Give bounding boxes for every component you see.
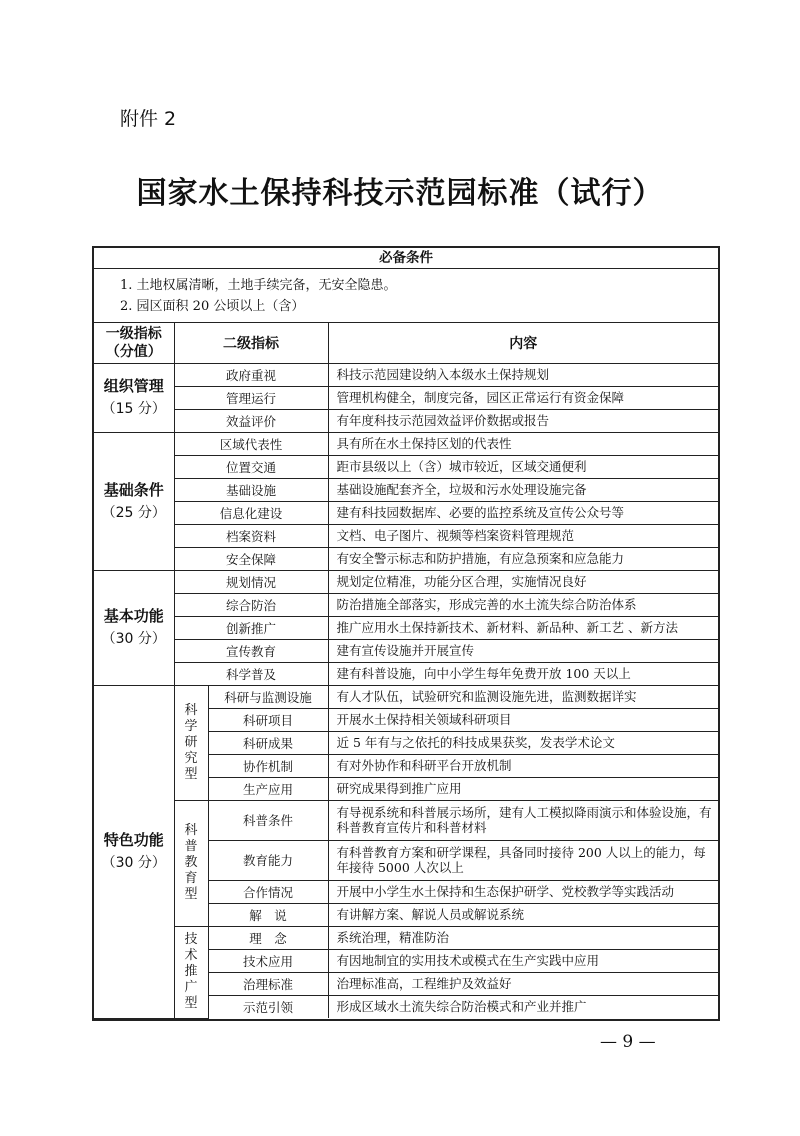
level2-indicator: 理 念	[208, 926, 328, 949]
required-conditions	[94, 269, 718, 323]
level2-indicator: 科研项目	[208, 708, 328, 731]
indicator-content: 基础设施配套齐全，垃圾和污水处理设施完备	[328, 478, 718, 501]
page-number: — 9 —	[600, 1032, 656, 1052]
table-row	[94, 593, 718, 616]
header-level1-name: 一级指标	[105, 325, 162, 342]
table-row	[94, 662, 718, 685]
level1-score: （30 分）	[101, 631, 166, 647]
level2-indicator: 宣传教育	[174, 639, 328, 662]
level2-indicator: 位置交通	[174, 455, 328, 478]
table-row	[94, 455, 718, 478]
level2-indicator: 协作机制	[208, 754, 328, 777]
level1-name: 基础条件	[103, 480, 164, 499]
special-type-char: 广	[184, 980, 198, 995]
special-type-char: 型	[184, 766, 198, 782]
indicator-content: 研究成果得到推广应用	[328, 777, 718, 800]
level2-indicator: 示范引领	[208, 995, 328, 1018]
level2-indicator: 综合防治	[174, 593, 328, 616]
indicator-content: 治理标准高，工程维护及效益好	[328, 972, 718, 995]
level1-name: 组织管理	[103, 377, 164, 395]
indicator-content: 距市县级以上（含）城市较近，区域交通便利	[328, 455, 718, 478]
special-type-char: 教	[184, 855, 198, 870]
level2-indicator: 生产应用	[208, 777, 328, 800]
special-type-char: 术	[184, 948, 198, 963]
header-level1-score: （分值）	[105, 343, 162, 360]
indicator-content: 防治措施全部落实，形成完善的水土流失综合防治体系	[328, 593, 718, 616]
indicator-content: 形成区域水土流失综合防治模式和产业并推广	[328, 995, 718, 1018]
level2-indicator: 解 说	[208, 903, 328, 926]
header-content: 内容	[328, 323, 718, 363]
special-type-char: 研	[184, 734, 198, 750]
level2-indicator: 基础设施	[174, 478, 328, 501]
indicator-content: 近 5 年有与之依托的科技成果获奖，发表学术论文	[328, 731, 718, 754]
level2-indicator: 效益评价	[174, 409, 328, 432]
indicator-content: 推广应用水土保持新技术、新材料、新品种、新工艺 、新方法	[328, 616, 718, 639]
level2-indicator: 管理运行	[174, 386, 328, 409]
level2-indicator: 教育能力	[208, 840, 328, 880]
indicator-content: 建有宣传设施并开展宣传	[328, 639, 718, 662]
indicator-content: 有人才队伍，试验研究和监测设施先进，监测数据详实	[328, 685, 718, 708]
indicator-content: 建有科技园数据库、必要的监控系统及宣传公众号等	[328, 501, 718, 524]
table-row	[94, 432, 718, 455]
indicator-content: 有安全警示标志和防护措施，有应急预案和应急能力	[328, 547, 718, 570]
special-type-char: 学	[184, 718, 198, 734]
required-item: 1. 土地权属清晰，土地手续完备，无安全隐患。	[120, 278, 397, 293]
indicator-content: 建有科普设施，向中小学生每年免费开放 100 天以上	[328, 662, 718, 685]
table-row	[94, 685, 718, 708]
level2-indicator: 区域代表性	[174, 432, 328, 455]
special-type-char: 科	[184, 823, 198, 838]
indicator-content: 管理机构健全，制度完备，园区正常运行有资金保障	[328, 386, 718, 409]
special-type-char: 推	[184, 964, 198, 979]
level1-name: 基本功能	[103, 607, 164, 625]
level2-indicator: 科研成果	[208, 731, 328, 754]
table-row	[94, 616, 718, 639]
level1-score: （25 分）	[101, 504, 166, 521]
indicator-content: 有导视系统和科普展示场所，建有人工模拟降雨演示和体验设施，有科普教育宣传片和科普材料	[328, 800, 718, 840]
level1-indicator	[94, 570, 174, 685]
required-conditions-heading: 必备条件	[94, 248, 718, 269]
table-row	[94, 547, 718, 570]
table-row	[94, 570, 718, 593]
level1-indicator	[94, 363, 174, 432]
table-row	[94, 639, 718, 662]
table-row	[94, 524, 718, 547]
indicator-content: 规划定位精准，功能分区合理，实施情况良好	[328, 570, 718, 593]
level2-indicator: 安全保障	[174, 547, 328, 570]
indicator-table-body	[94, 323, 718, 1018]
level1-indicator	[94, 432, 174, 570]
indicator-table	[94, 323, 718, 1019]
indicator-content: 有因地制宜的实用技术或模式在生产实践中应用	[328, 949, 718, 972]
header-level1	[94, 323, 174, 363]
level1-indicator	[94, 685, 174, 1018]
special-type	[174, 685, 208, 800]
special-type	[174, 926, 208, 1018]
special-type-char: 科	[184, 702, 198, 718]
special-type	[174, 800, 208, 926]
level2-indicator: 创新推广	[174, 616, 328, 639]
special-type-char: 普	[184, 839, 198, 854]
indicator-content: 具有所在水土保持区划的代表性	[328, 432, 718, 455]
level2-indicator: 技术应用	[208, 949, 328, 972]
level1-score: （15 分）	[101, 401, 166, 417]
level2-indicator: 合作情况	[208, 880, 328, 903]
table-row	[94, 478, 718, 501]
special-type-char: 究	[184, 750, 198, 766]
table-row	[94, 501, 718, 524]
special-type-char: 型	[184, 996, 198, 1011]
table-row	[94, 409, 718, 432]
indicator-content: 有科普教育方案和研学课程，具备同时接待 200 人以上的能力，每年接待 5000 人次以上	[328, 840, 718, 880]
level2-indicator: 档案资料	[174, 524, 328, 547]
special-type-char: 型	[184, 887, 198, 902]
level2-indicator: 信息化建设	[174, 501, 328, 524]
indicator-content: 开展中小学生水土保持和生态保护研学、党校教学等实践活动	[328, 880, 718, 903]
special-type-char: 育	[184, 871, 198, 886]
table-row	[94, 926, 718, 949]
standards-table	[92, 246, 720, 1021]
level1-name: 特色功能	[103, 831, 164, 849]
indicator-content: 文档、电子图片、视频等档案资料管理规范	[328, 524, 718, 547]
indicator-content: 科技示范园建设纳入本级水土保持规划	[328, 363, 718, 386]
level2-indicator: 科学普及	[174, 662, 328, 685]
document-title: 国家水土保持科技示范园标准（试行）	[136, 176, 664, 211]
indicator-content: 系统治理，精准防治	[328, 926, 718, 949]
indicator-content: 开展水土保持相关领域科研项目	[328, 708, 718, 731]
indicator-content: 有对外协作和科研平台开放机制	[328, 754, 718, 777]
table-row	[94, 363, 718, 386]
indicator-content: 有年度科技示范园效益评价数据或报告	[328, 409, 718, 432]
header-level2: 二级指标	[174, 323, 328, 363]
attachment-label: 附件 2	[120, 108, 177, 130]
level2-indicator: 科研与监测设施	[208, 685, 328, 708]
level2-indicator: 规划情况	[174, 570, 328, 593]
indicator-content: 有讲解方案、解说人员或解说系统	[328, 903, 718, 926]
table-row	[94, 800, 718, 840]
special-type-char: 技	[184, 932, 198, 947]
table-header-row	[94, 323, 718, 363]
table-row	[94, 386, 718, 409]
level1-score: （30 分）	[101, 855, 166, 871]
required-item: 2. 园区面积 20 公顷以上（含）	[120, 299, 305, 314]
level2-indicator: 治理标准	[208, 972, 328, 995]
level2-indicator: 科普条件	[208, 800, 328, 840]
level2-indicator: 政府重视	[174, 363, 328, 386]
